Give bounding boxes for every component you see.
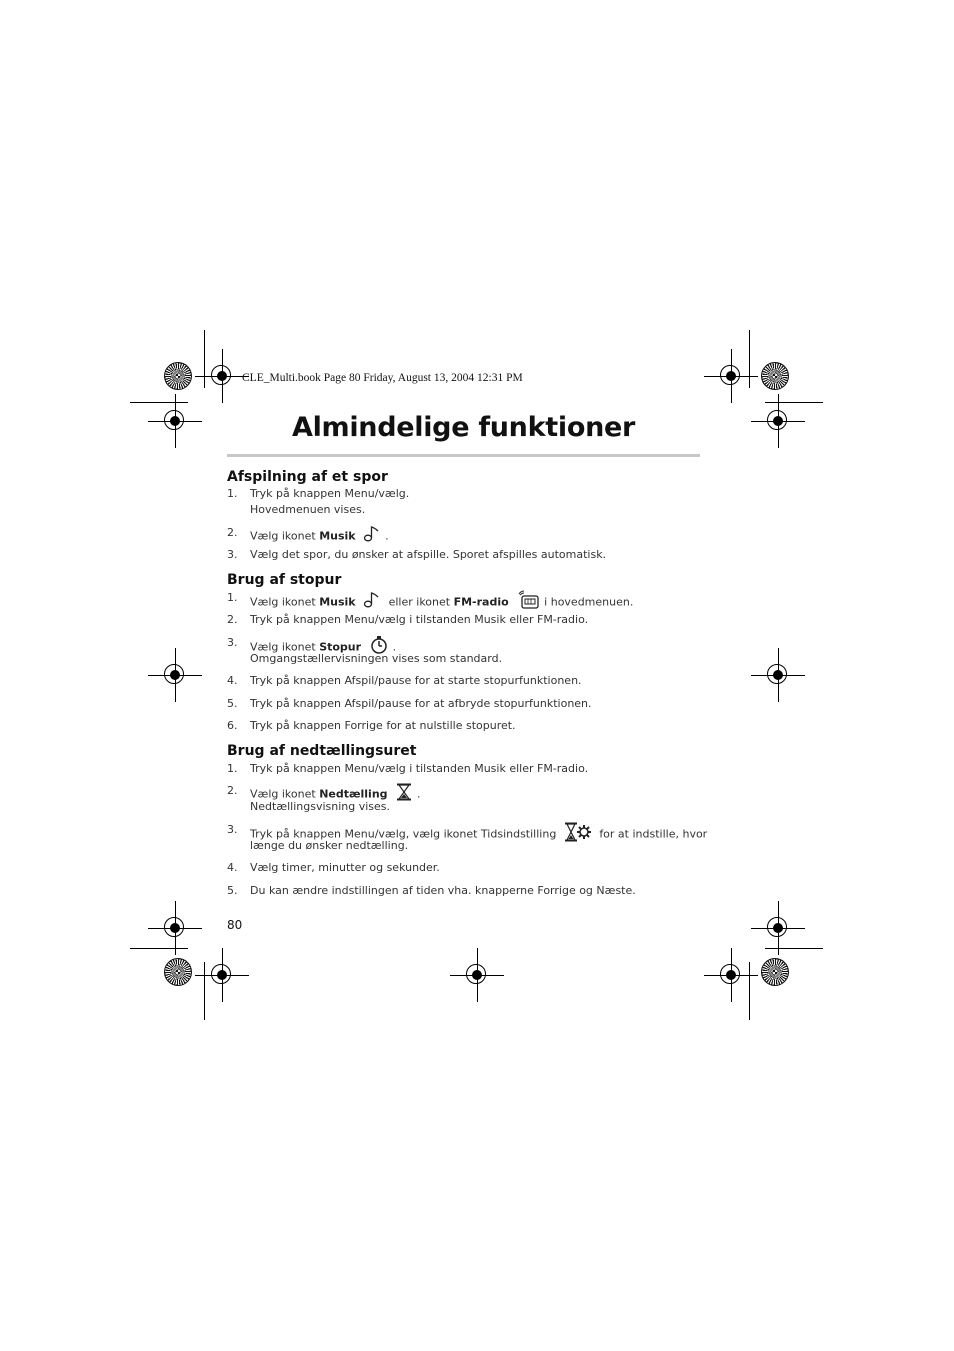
music-note-icon xyxy=(363,525,381,548)
registration-starburst xyxy=(761,362,789,390)
registration-target xyxy=(761,658,795,692)
registration-target xyxy=(158,404,192,438)
title-rule xyxy=(227,454,700,457)
registration-target xyxy=(714,958,748,992)
registration-target xyxy=(761,911,795,945)
registration-target xyxy=(158,911,192,945)
registration-starburst xyxy=(761,958,789,986)
registration-target xyxy=(761,404,795,438)
registration-target xyxy=(460,958,494,992)
registration-target xyxy=(205,958,239,992)
print-header: CLE_Multi.book Page 80 Friday, August 13, 2004 12:31 PM xyxy=(242,372,523,384)
section-heading: Afspilning af et spor xyxy=(227,469,388,485)
registration-target xyxy=(714,359,748,393)
registration-starburst xyxy=(164,362,192,390)
music-note-icon xyxy=(363,591,381,614)
registration-starburst xyxy=(164,958,192,986)
registration-target xyxy=(158,658,192,692)
time-setting-icon xyxy=(564,822,592,847)
page-title: Almindelige funktioner xyxy=(291,412,636,443)
page-number: 80 xyxy=(227,918,243,932)
hourglass-icon xyxy=(395,783,413,806)
registration-target xyxy=(205,359,239,393)
section-heading: Brug af nedtællingsuret xyxy=(227,743,417,759)
section-heading: Brug af stopur xyxy=(227,572,342,588)
